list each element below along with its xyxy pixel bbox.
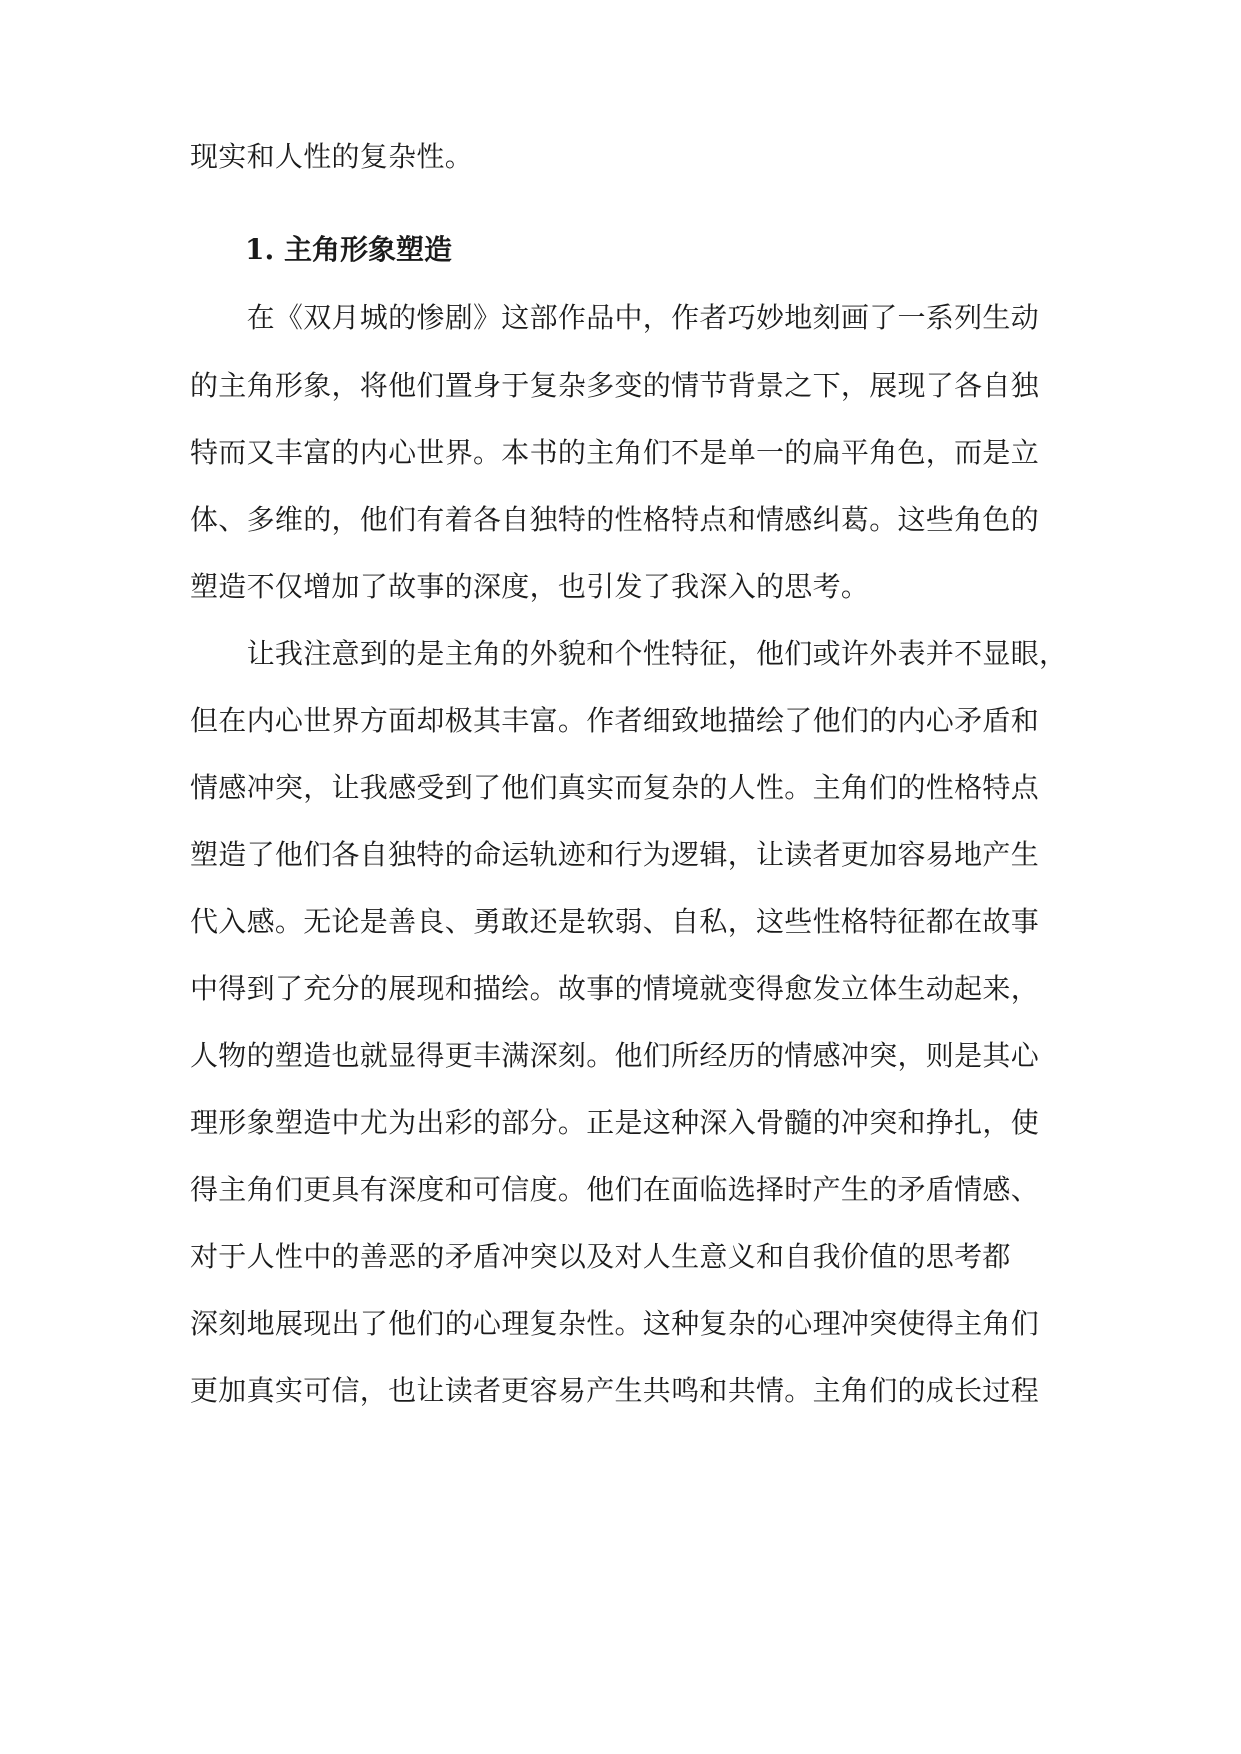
paragraph-line: 深刻地展现出了他们的心理复杂性。这种复杂的心理冲突使得主角们 [190,1307,1040,1340]
paragraph-line: 在《双月城的惨剧》这部作品中，作者巧妙地刻画了一系列生动 [190,301,1040,334]
paragraph-line: 特而又丰富的内心世界。本书的主角们不是单一的扁平角色，而是立 [190,436,1040,469]
paragraph-line: 现实和人性的复杂性。 [190,140,474,173]
paragraph-line: 理形象塑造中尤为出彩的部分。正是这种深入骨髓的冲突和挣扎，使 [190,1106,1040,1139]
paragraph-line: 中得到了充分的展现和描绘。故事的情境就变得愈发立体生动起来， [190,972,1040,1005]
paragraph-line: 的主角形象，将他们置身于复杂多变的情节背景之下，展现了各自独 [190,369,1040,402]
paragraph-line: 让我注意到的是主角的外貌和个性特征，他们或许外表并不显眼， [190,637,1068,670]
paragraph-line: 得主角们更具有深度和可信度。他们在面临选择时产生的矛盾情感、 [190,1173,1040,1206]
paragraph-line: 更加真实可信，也让读者更容易产生共鸣和共情。主角们的成长过程 [190,1374,1040,1407]
paragraph-line: 体、多维的，他们有着各自独特的性格特点和情感纠葛。这些角色的 [190,503,1040,536]
paragraph-line: 代入感。无论是善良、勇敢还是软弱、自私，这些性格特征都在故事 [190,905,1040,938]
paragraph-line: 对于人性中的善恶的矛盾冲突以及对人生意义和自我价值的思考都 [190,1240,1011,1273]
paragraph-line: 但在内心世界方面却极其丰富。作者细致地描绘了他们的内心矛盾和 [190,704,1040,737]
paragraph-line: 人物的塑造也就显得更丰满深刻。他们所经历的情感冲突，则是其心 [190,1039,1040,1072]
paragraph-line: 塑造了他们各自独特的命运轨迹和行为逻辑，让读者更加容易地产生 [190,838,1040,871]
paragraph-line: 情感冲突，让我感受到了他们真实而复杂的人性。主角们的性格特点 [190,771,1040,804]
section-heading: 1. 主角形象塑造 [245,233,452,266]
paragraph-line: 塑造不仅增加了故事的深度，也引发了我深入的思考。 [190,570,870,603]
